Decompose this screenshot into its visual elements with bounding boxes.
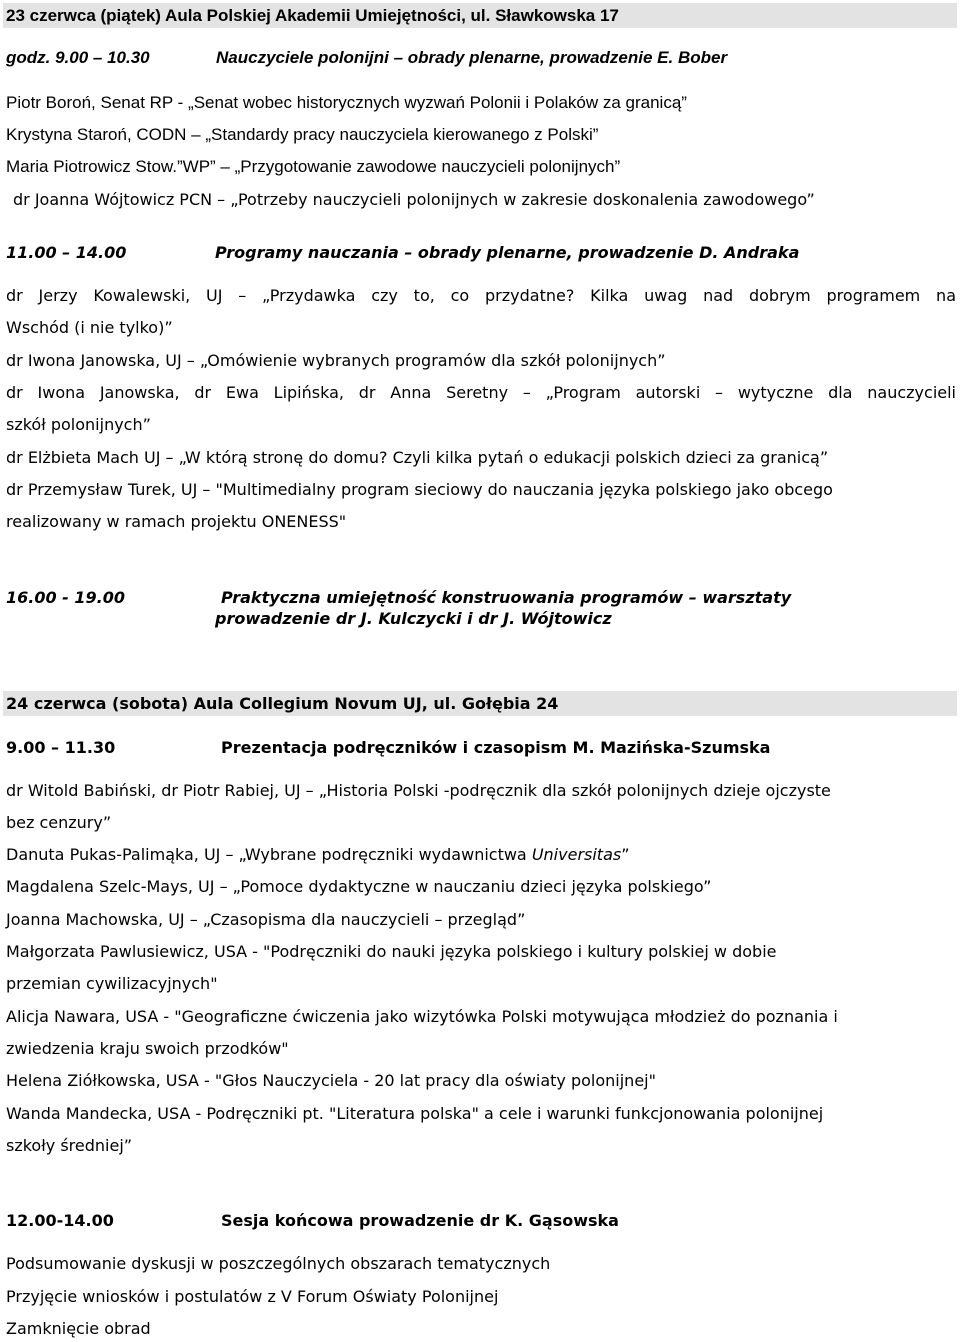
day1-header: 23 czerwca (piątek) Aula Polskiej Akademii Umiejętności, ul. Sławkowska 17 — [3, 3, 957, 28]
session-heading — [6, 242, 956, 264]
session-heading — [6, 737, 956, 759]
session-heading — [6, 47, 956, 69]
talk-line: realizowany w ramach projektu ONENESS" — [6, 512, 347, 531]
talk-line: dr Jerzy Kowalewski, UJ – „Przydawka czy to, co przydatne? Kilka uwag nad dobrym programem na — [6, 286, 956, 305]
talk-line: szkół polonijnych” — [6, 415, 151, 434]
talk-line: Magdalena Szelc-Mays, UJ – „Pomoce dydaktyczne w nauczaniu dzieci języka polskiego” — [6, 877, 712, 896]
day2-header: 24 czerwca (sobota) Aula Collegium Novum UJ, ul. Gołębia 24 — [3, 691, 957, 716]
session-title: Praktyczna umiejętność konstruowania programów – warsztaty — [221, 588, 792, 607]
session-time: 11.00 – 14.00 — [6, 243, 127, 262]
session-title: Programy nauczania – obrady plenarne, prowadzenie D. Andraka — [215, 243, 800, 262]
talk-line: dr Przemysław Turek, UJ – "Multimedialny program sieciowy do nauczania języka polskiego jako obcego — [6, 480, 833, 499]
talk-line: dr Elżbieta Mach UJ – „W którą stronę do domu? Czyli kilka pytań o edukacji polskich dzieci za granicą” — [6, 448, 829, 467]
talk-line: Alicja Nawara, USA - "Geograficzne ćwiczenia jako wizytówka Polski motywująca młodzież do poznania i — [6, 1007, 838, 1026]
talk-line: zwiedzenia kraju swoich przodków" — [6, 1039, 289, 1058]
session-title: Sesja końcowa prowadzenie dr K. Gąsowska — [221, 1211, 619, 1230]
talk: Krystyna Staroń, CODN – „Standardy pracy nauczyciela kierowanego z Polski” — [6, 125, 599, 144]
session-time: godz. 9.00 – 10.30 — [6, 48, 150, 67]
talk: Piotr Boroń, Senat RP - „Senat wobec historycznych wyzwań Polonii i Polaków za granicą” — [6, 93, 687, 112]
talk-line: Joanna Machowska, UJ – „Czasopisma dla nauczycieli – przegląd” — [6, 910, 526, 929]
talk-line: dr Witold Babiński, dr Piotr Rabiej, UJ – „Historia Polski -podręcznik dla szkół polonijnych dzieje ojczyste — [6, 781, 831, 800]
session-title-continued: prowadzenie dr J. Kulczycki i dr J. Wójtowicz — [215, 609, 612, 628]
session-heading — [6, 1210, 956, 1232]
talk-line: dr Iwona Janowska, UJ – „Omówienie wybranych programów dla szkół polonijnych” — [6, 351, 666, 370]
talk-line: Wschód (i nie tylko)” — [6, 318, 173, 337]
talk: dr Joanna Wójtowicz PCN – „Potrzeby nauczycieli polonijnych w zakresie doskonalenia zawodowego” — [13, 190, 815, 209]
talk-line: Danuta Pukas-Palimąka, UJ – „Wybrane podręczniki wydawnictwa Universitas” — [6, 845, 630, 864]
talk-line: Helena Ziółkowska, USA - "Głos Nauczyciela - 20 lat pracy dla oświaty polonijnej" — [6, 1071, 656, 1090]
session-heading — [6, 587, 956, 609]
session-time: 16.00 - 19.00 — [6, 588, 125, 607]
talk-line: szkoły średniej” — [6, 1136, 133, 1155]
talk-line: dr Iwona Janowska, dr Ewa Lipińska, dr Anna Seretny – „Program autorski – wytyczne dla nauczycieli — [6, 383, 956, 402]
talk-line: bez cenzury” — [6, 813, 112, 832]
closing-item: Podsumowanie dyskusji w poszczególnych obszarach tematycznych — [6, 1254, 551, 1273]
session-time: 12.00-14.00 — [6, 1211, 114, 1230]
closing-item: Przyjęcie wniosków i postulatów z V Forum Oświaty Polonijnej — [6, 1287, 499, 1306]
session-title: Nauczyciele polonijni – obrady plenarne, prowadzenie E. Bober — [216, 48, 728, 67]
closing-item: Zamknięcie obrad — [6, 1319, 151, 1338]
talk-line: przemian cywilizacyjnych" — [6, 974, 218, 993]
session-time: 9.00 – 11.30 — [6, 738, 116, 757]
session-title: Prezentacja podręczników i czasopism M. Mazińska-Szumska — [221, 738, 771, 757]
talk: Maria Piotrowicz Stow.”WP” – „Przygotowanie zawodowe nauczycieli polonijnych” — [6, 157, 621, 176]
talk-line: Małgorzata Pawlusiewicz, USA - "Podręczniki do nauki języka polskiego i kultury polskiej w dobie — [6, 942, 777, 961]
talk-line: Wanda Mandecka, USA - Podręczniki pt. "Literatura polska" a cele i warunki funkcjonowania polonijnej — [6, 1104, 824, 1123]
